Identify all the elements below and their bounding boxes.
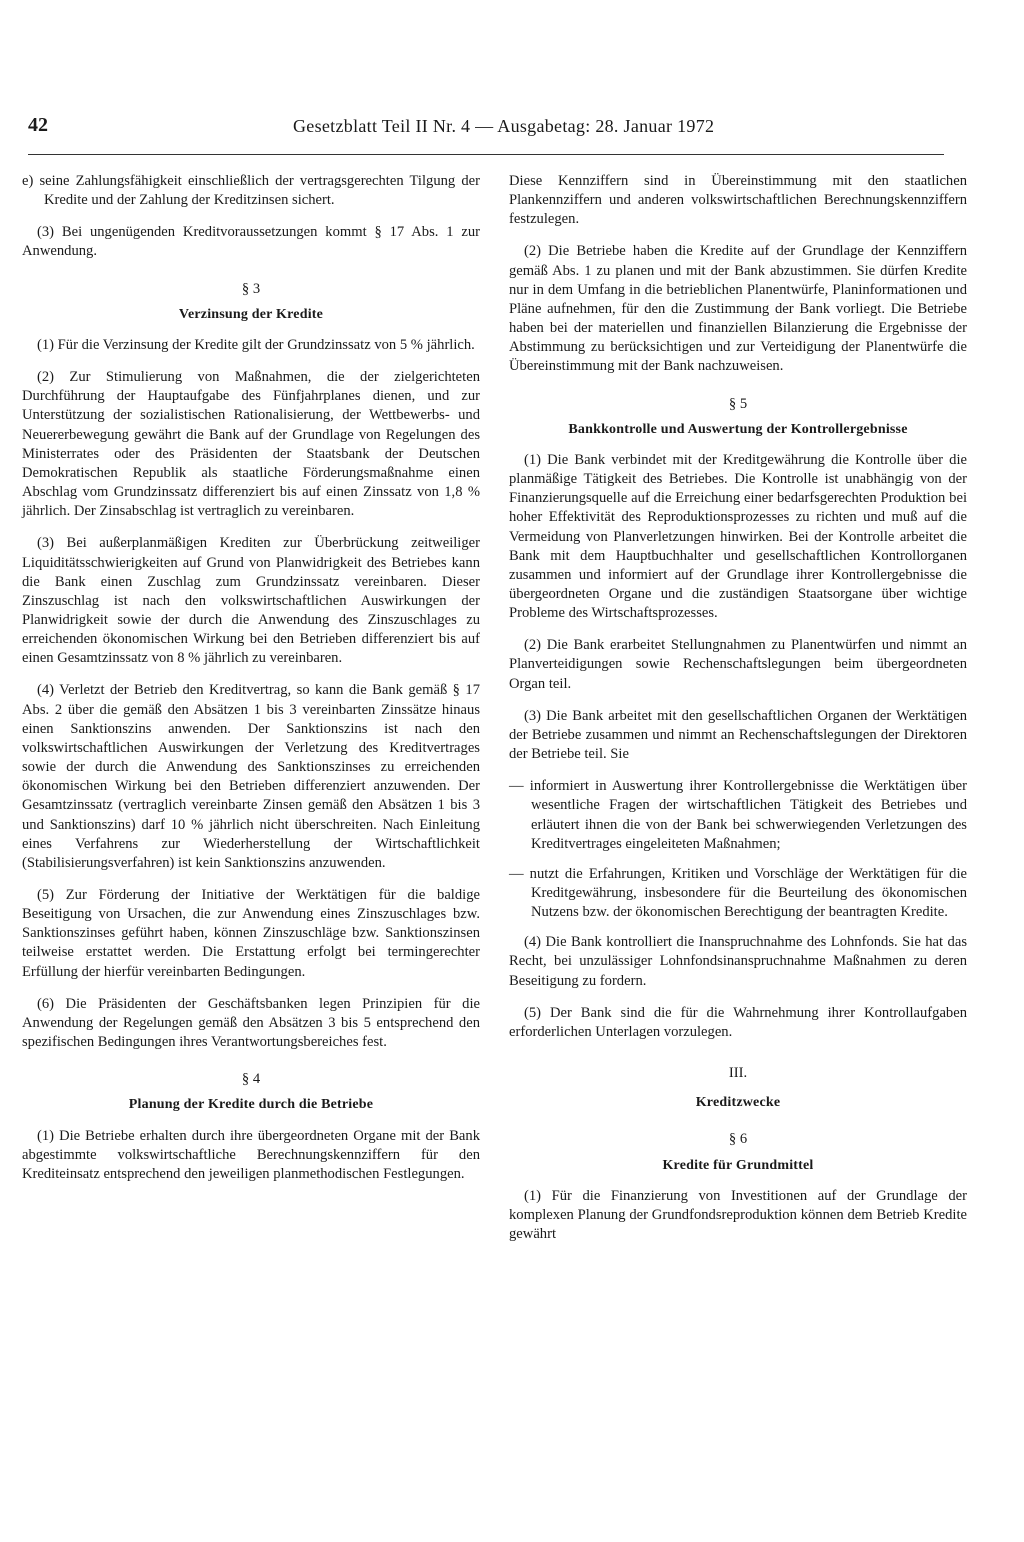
- section-4-paragraph-1: (1) Die Betriebe erhalten durch ihre übergeordneten Organe mit der Bank abgestimmte volkswirtschaftliche Berechnungskennziffern für den Krediteinsatz entsprechend den jeweiligen planmethodischen Festlegungen.: [22, 1127, 480, 1182]
- section-3-number: § 3: [241, 280, 261, 297]
- section-5-paragraph-1: (1) Die Bank verbindet mit der Kreditgewährung die Kontrolle über die planmäßige Tätigkeit des Betriebes. Die Kontrolle ist unabhängig von der Finanzierungsquelle auf die Erreichung einer bedarfsgerechten Produktion bei hoher Effektivität des Reproduktionsprozesses zu richten und muß auf die Vermeidung von Planverletzungen hinwirken. Bei der Kontrolle arbeitet die Bank mit dem Hauptbuchhalter und gesellschaftlichen Kontrollorganen zusammen und informiert auf der Grundlage ihrer Kontrollergebnisse die übergeordneten Organe und die zuständigen Staatsorgane über wichtige Probleme des Wirtschaftsprozesses.: [509, 451, 967, 622]
- header-rule: [28, 154, 944, 155]
- section-3-paragraph-6: (6) Die Präsidenten der Geschäftsbanken legen Prinzipien für die Anwendung der Regelungen gemäß den Absätzen 3 bis 5 entsprechend den spezifischen Bedingungen ihres Verantwortungsbereiches fest.: [22, 995, 480, 1051]
- part-number: III.: [728, 1065, 748, 1082]
- section-6-number: § 6: [728, 1131, 748, 1148]
- section-5-paragraph-3: (3) Die Bank arbeitet mit den gesellschaftlichen Organen der Werktätigen der Betriebe zusammen und nimmt an Rechenschaftslegungen der Direktoren der Betriebe teil. Sie: [509, 707, 967, 763]
- section-3-paragraph-5: (5) Zur Förderung der Initiative der Werktätigen für die baldige Beseitigung von Ursachen, die zur Anwendung eines Zinszuschlages bzw. Sanktionszinses geführt haben, können Zinszuschläge bzw. Sanktionszinsen teilweise erstattet werden. Die Erstattung erfolgt bei termingerechter Erfüllung der hierfür vereinbarten Bedingungen.: [22, 887, 480, 980]
- item-e: e) seine Zahlungsfähigkeit einschließlich der vertragsgerechten Tilgung der Kredite und der Zahlung der Kreditzinsen sichert.: [22, 173, 480, 209]
- section-3-paragraph-4: (4) Verletzt der Betrieb den Kreditvertrag, so kann die Bank gemäß § 17 Abs. 2 über die gemäß den Absätzen 1 bis 3 vereinbarten Zinssätze hinaus einen Sanktionszins anwenden. Der Sanktionszins ist nach den volkswirtschaftlichen Auswirkungen der Verletzung des Kreditvertrages sowie der durch die Anwendung des Sanktionszinses zu erreichenden ökonomischen Wirkung bei den Betrieben differenziert anzuwenden. Der Gesamtzinssatz (vertraglich vereinbarte Zinsen gemäß den Absätzen 1 bis 3 und Sanktionszins) darf 10 % jährlich nicht überschreiten. Nach Einleitung eines Verfahrens zur Wiederherstellung der Wirtschaftlichkeit (Stabilisierungsverfahren) ist kein Sanktionszins anzuwenden.: [22, 682, 480, 871]
- paragraph-2-3: (3) Bei ungenügenden Kreditvoraussetzungen kommt § 17 Abs. 1 zur Anwendung.: [22, 224, 480, 260]
- section-4-title: Planung der Kredite durch die Betriebe: [128, 1097, 374, 1113]
- section-3-title: Verzinsung der Kredite: [178, 306, 324, 322]
- section-6-title: Kredite für Grundmittel: [662, 1157, 814, 1173]
- section-4-paragraph-2: (2) Die Betriebe haben die Kredite auf der Grundlage der Kennziffern gemäß Abs. 1 zu planen und mit der Bank abzustimmen. Sie dürfen Kredite nur in dem Umfang in die betrieblichen Planentwürfe, Planinformationen und Pläne aufnehmen, für den die Zustimmung der Bank vorliegt. Die Betriebe haben bei der materiellen und finanziellen Bilanzierung die Ergebnisse der Abstimmung zu berücksichtigen und zur Verteidigung der Planentwürfe die Übereinstimmung mit der Bank nachzuweisen.: [509, 243, 967, 375]
- section-3-paragraph-1: (1) Für die Verzinsung der Kredite gilt der Grundzinssatz von 5 % jährlich.: [37, 336, 475, 353]
- part-title: Kreditzwecke: [695, 1095, 781, 1111]
- section-3-paragraph-2: (2) Zur Stimulierung von Maßnahmen, die der zielgerichteten Durchführung der Hauptaufgabe des Fünfjahrplanes dienen, und zur Unterstützung der sozialistischen Rationalisierung, der Wettbewerbs- und Neuererbewegung gewährt die Bank auf der Grundlage von Regelungen des Ministerrates oder des Präsidenten der Staatsbank der Deutschen Demokratischen Republik als staatliche Förderungsmaßnahme einen Abschlag vom Grundzinssatz differenziert bis auf einen Zinssatz von 1,8 % jährlich. Der Zinsabschlag ist vertraglich zu vereinbaren.: [22, 369, 480, 520]
- left-column: [22, 172, 480, 1197]
- section-4-number: § 4: [241, 1071, 261, 1088]
- section-5-paragraph-4: (4) Die Bank kontrolliert die Inanspruchnahme des Lohnfonds. Sie hat das Recht, bei unzulässiger Lohnfondsinanspruchnahme Maßnahmen zu deren Beseitigung zu fordern.: [509, 934, 967, 989]
- section-5-title: Bankkontrolle und Auswertung der Kontrollergebnisse: [568, 421, 908, 437]
- section-5-dash-item-2: — nutzt die Erfahrungen, Kritiken und Vorschläge der Werktätigen für die Kreditgewährung, insbesondere für die Beurteilung des ökonomischen Nutzens bzw. der ökonomischen Berechtigung der beantragten Kredite.: [509, 865, 967, 921]
- running-head: Gesetzblatt Teil II Nr. 4 — Ausgabetag: 28. Januar 1972: [293, 116, 715, 136]
- section-5-number: § 5: [728, 395, 748, 412]
- section-5-dash-item-1: — informiert in Auswertung ihrer Kontrollergebnisse die Werktätigen über wesentliche Fragen der wirtschaftlichen Tätigkeit des Betriebes und erläutert ihnen die von der Bank bei schwerwiegenden Verletzungen des Kreditvertrages eingeleiteten Maßnahmen;: [509, 778, 967, 852]
- right-column: [509, 172, 967, 1257]
- section-5-paragraph-2: (2) Die Bank erarbeitet Stellungnahmen zu Planentwürfen und nimmt an Planverteidigungen sowie Rechenschaftslegungen beim übergeordneten Organ teil.: [509, 637, 967, 692]
- section-6-paragraph-1: (1) Für die Finanzierung von Investitionen auf der Grundlage der komplexen Planung der Grundfondsreproduktion können dem Betrieb Kredite gewährt: [509, 1187, 967, 1243]
- section-5-paragraph-5: (5) Der Bank sind die für die Wahrnehmung ihrer Kontrollaufgaben erforderlichen Unterlagen vorzulegen.: [509, 1004, 967, 1040]
- section-4-paragraph-1-continued: Diese Kennziffern sind in Übereinstimmung mit den staatlichen Plankennziffern und anderen volkswirtschaftlichen Berechnungskennziffern festzulegen.: [509, 173, 967, 228]
- page-number: 42: [28, 114, 48, 136]
- page-header: [28, 114, 948, 150]
- section-3-paragraph-3: (3) Bei außerplanmäßigen Krediten zur Überbrückung zeitweiliger Liquiditätsschwierigkeiten auf Grund von Planwidrigkeit des Betriebes kann die Bank einen Zuschlag zum Grundzinssatz vereinbaren. Dieser Zinszuschlag ist nach den volkswirtschaftlichen Auswirkungen der Planwidrigkeit sowie der durch die Anwendung des Zinszuschlages zu erreichenden ökonomischen Wirkung bei den Betrieben differenziert bis auf einen Gesamtzinssatz von 8 % jährlich zu vereinbaren.: [22, 535, 480, 667]
